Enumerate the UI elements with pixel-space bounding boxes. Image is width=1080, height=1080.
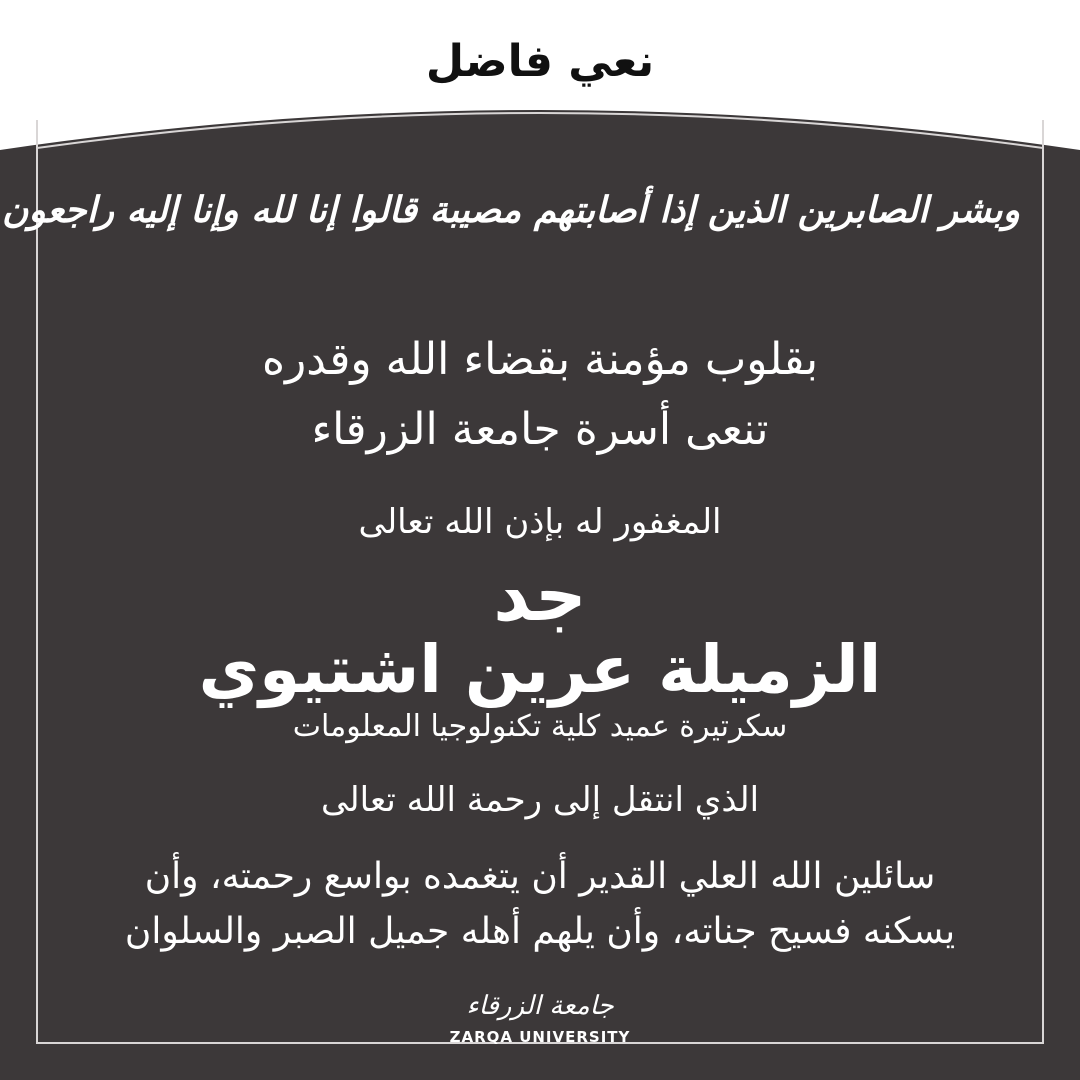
prayer-line-2: يسكنه فسيح جناته، وأن يلهم أهله جميل الصبر والسلوان	[124, 911, 956, 952]
page-title: نعي فاضل	[425, 36, 655, 87]
deceased-intro: المغفور له بإذن الله تعالى	[358, 502, 722, 542]
passed-away-line: الذي انتقل إلى رحمة الله تعالى	[320, 780, 760, 820]
announcement-line-2: تنعى أسرة جامعة الزرقاء	[311, 404, 769, 455]
university-logo	[430, 985, 650, 1057]
quran-verse: وبشر الصابرين الذين إذا أصابتهم مصيبة قالوا إنا لله وإنا إليه راجعون	[1, 189, 1020, 231]
logo-arabic-text: جامعة الزرقاء	[466, 991, 614, 1021]
prayer-line-1: سائلين الله العلي القدير أن يتغمده بواسع رحمته، وأن	[144, 856, 936, 897]
colleague-name: الزميلة عرين اشتيوي	[198, 631, 882, 708]
deceased-relation: جد	[493, 553, 587, 637]
announcement-line-1: بقلوب مؤمنة بقضاء الله وقدره	[261, 334, 819, 385]
logo-english-text: ZARQA UNIVERSITY	[449, 1028, 631, 1046]
colleague-job-title: سكرتيرة عميد كلية تكنولوجيا المعلومات	[292, 709, 788, 744]
